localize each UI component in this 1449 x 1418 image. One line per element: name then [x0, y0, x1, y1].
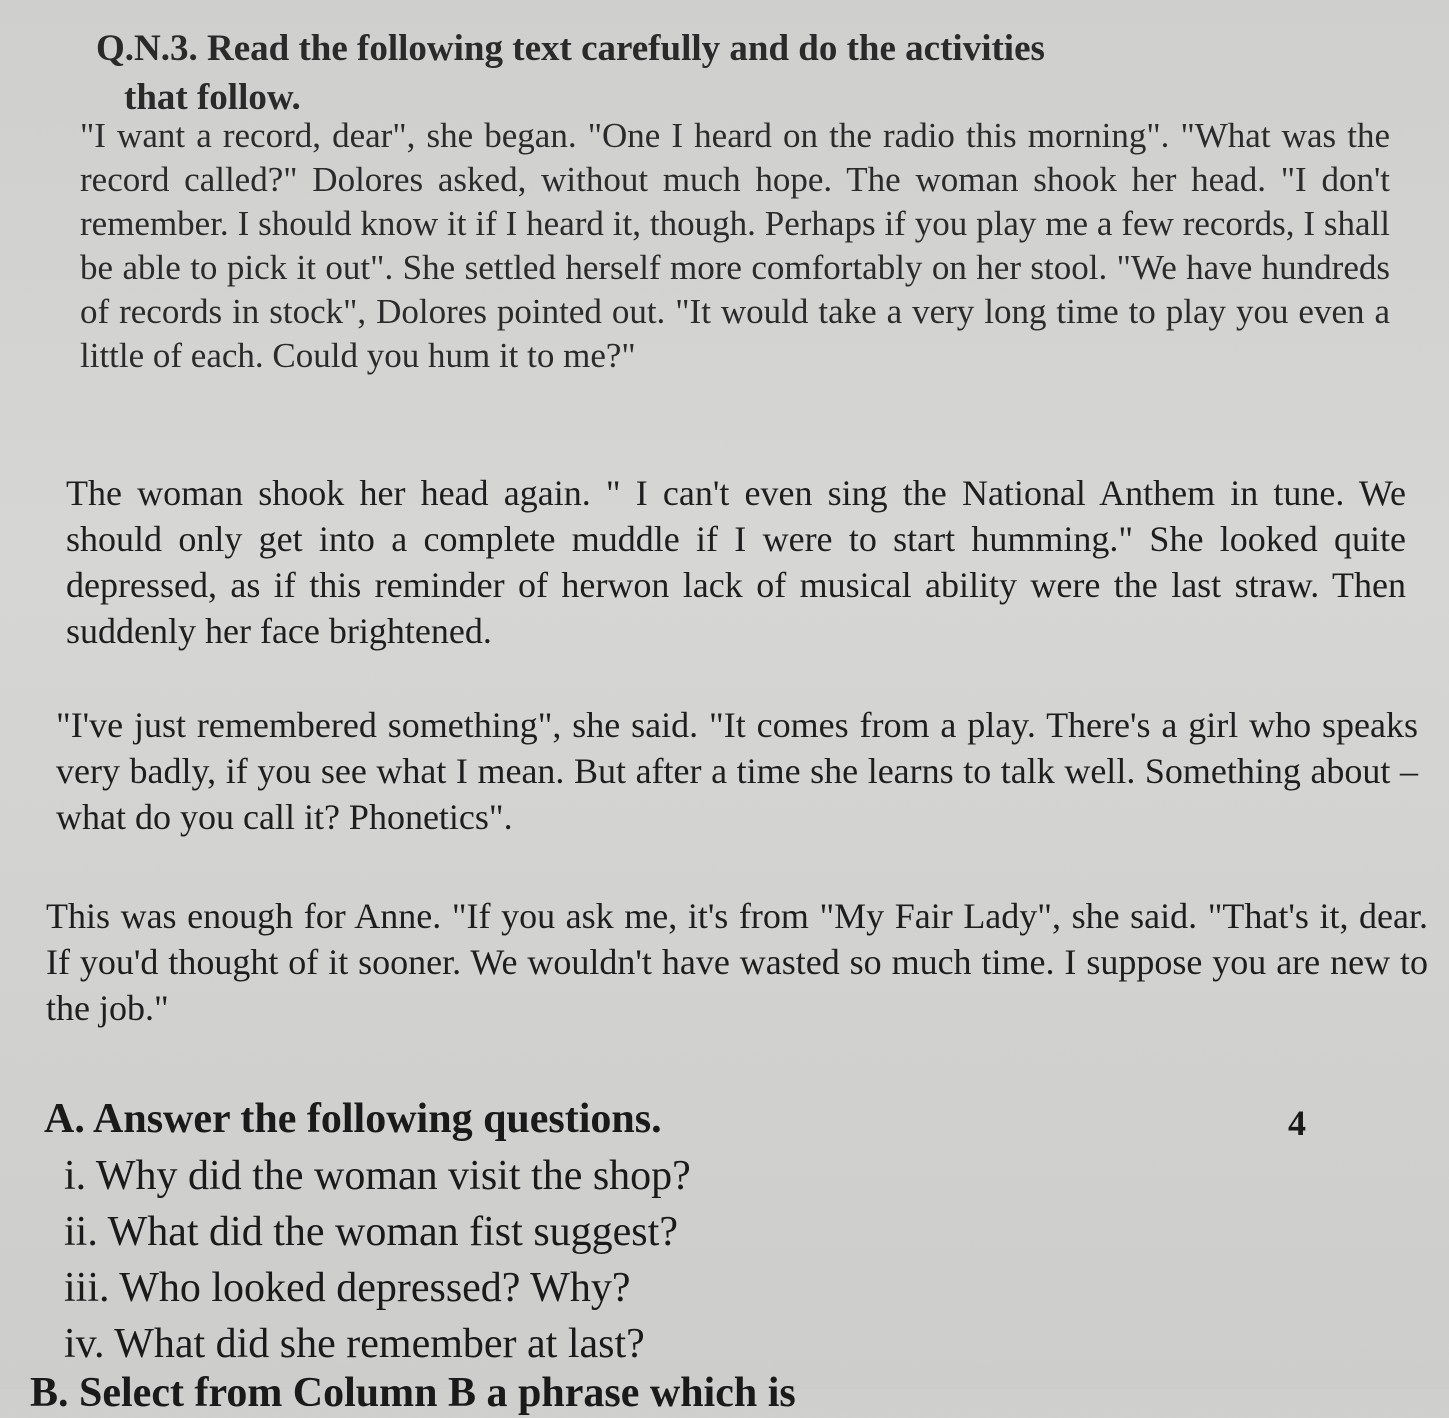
question-heading: [96, 24, 1296, 122]
question-item: iv. What did she remember at last?: [64, 1321, 645, 1367]
section-a-title: A. Answer the following questions.: [44, 1096, 662, 1142]
question-item: iii. Who looked depressed? Why?: [64, 1265, 631, 1311]
question-item: ii. What did the woman fist suggest?: [64, 1209, 678, 1255]
heading-line-2: that follow.: [124, 77, 301, 118]
heading-line-1: Q.N.3. Read the following text carefully and do the activities: [96, 28, 1045, 69]
section-a-marks: 4: [1288, 1103, 1306, 1143]
section-b-partial-line: B. Select from Column B a phrase which is: [30, 1370, 796, 1416]
question-list: [64, 1148, 964, 1372]
passage-paragraph-3: "I've just remembered something", she said. "It comes from a play. There's a girl who speaks very badly, if you see what I mean. But after a time she learns to talk well. Something about – what do you call it? Phonetics".: [56, 705, 1418, 837]
passage-paragraph-2: The woman shook her head again. " I can't even sing the National Anthem in tune. We should only get into a complete muddle if I were to start humming." She looked quite depressed, as if this reminder of herwon lack of musical ability were the last straw. Then suddenly her face brightened.: [66, 473, 1406, 651]
passage-paragraph-1: "I want a record, dear", she began. "One I heard on the radio this morning". "What was the record called?" Dolores asked, without much hope. The woman shook her head. "I don't remember. I should know it if I heard it, though. Perhaps if you play me a few records, I shall be able to pick it out". She settled herself more comfortably on her stool. "We have hundreds of records in stock", Dolores pointed out. "It would take a very long time to play you even a little of each. Could you hum it to me?": [80, 116, 1390, 375]
passage-paragraph-4: This was enough for Anne. "If you ask me, it's from "My Fair Lady", she said. "That's it, dear. If you'd thought of it sooner. We wouldn't have wasted so much time. I suppose you are new to the job.": [46, 896, 1428, 1028]
question-item: i. Why did the woman visit the shop?: [64, 1153, 691, 1199]
